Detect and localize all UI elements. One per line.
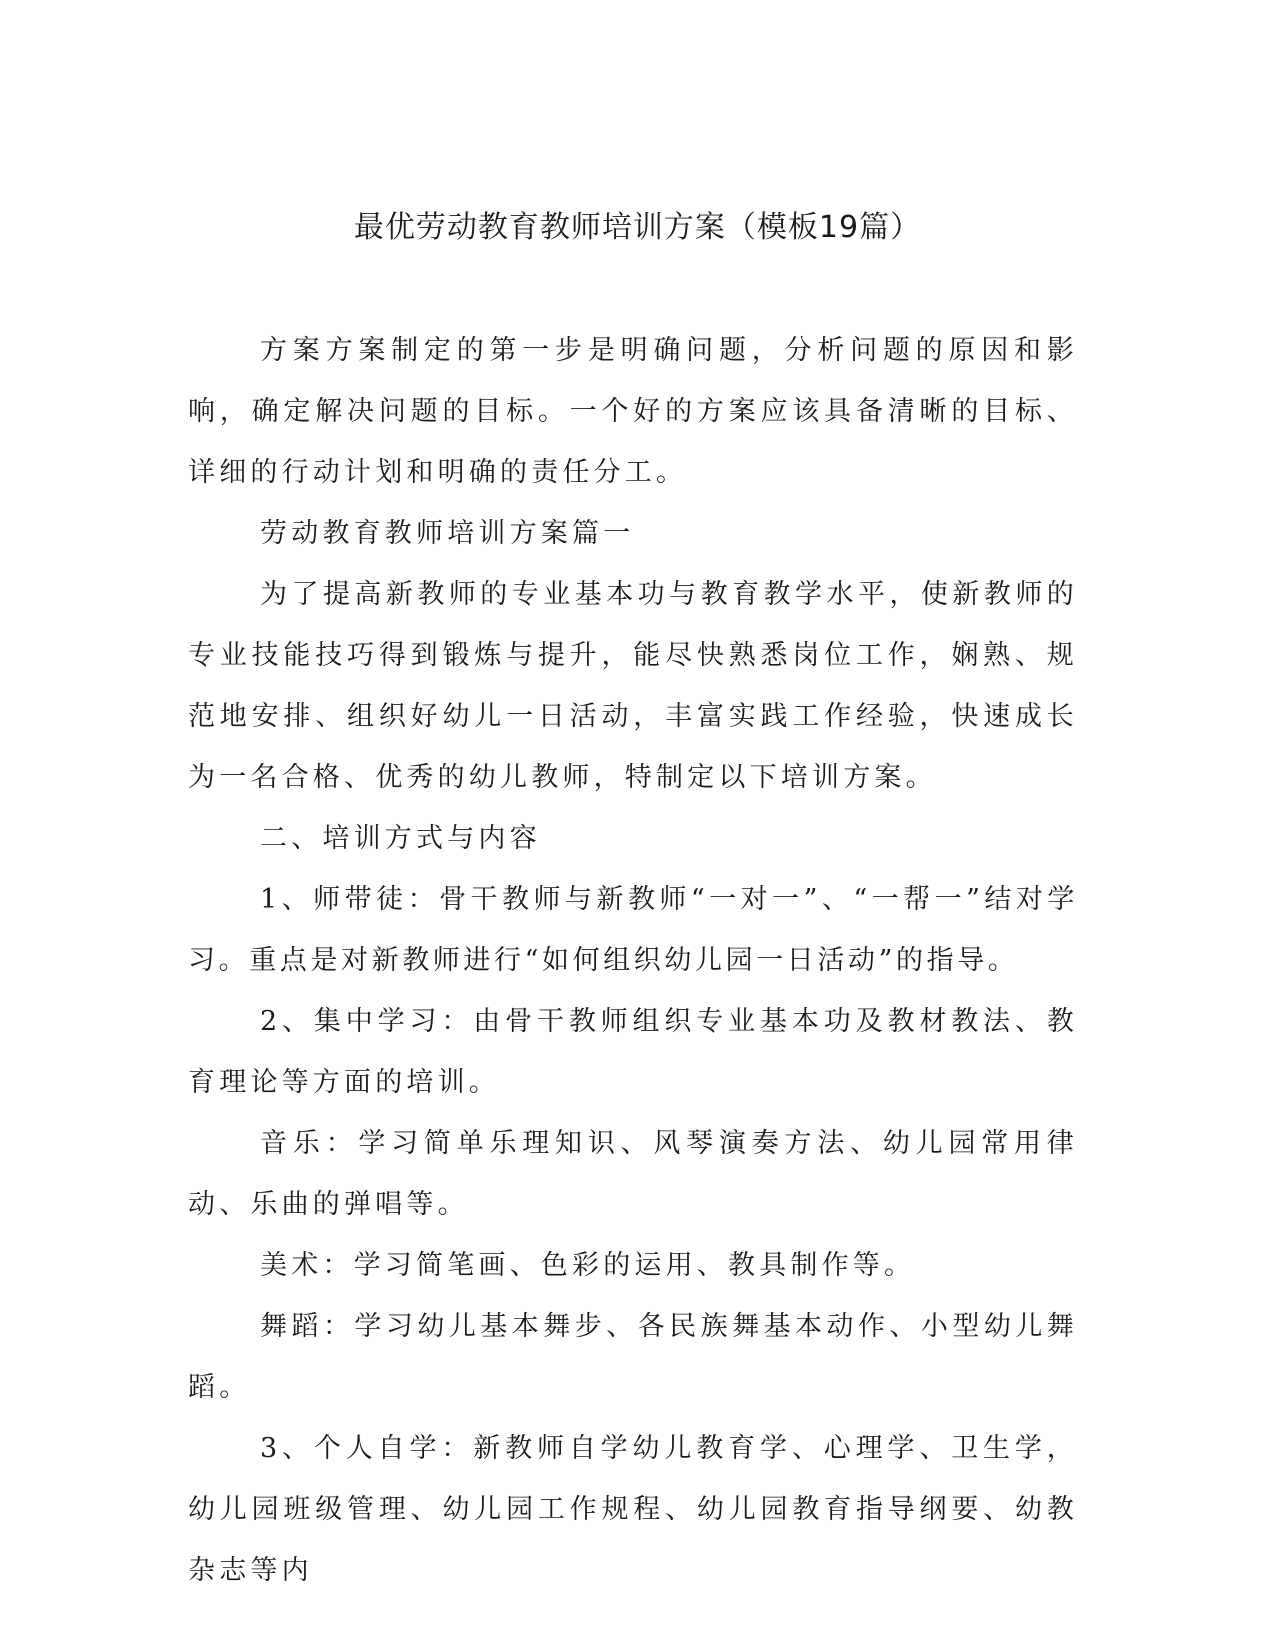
- mentoring-paragraph: 1、师带徒：骨干教师与新教师“一对一”、“一帮一”结对学习。重点是对新教师进行“如何组织幼儿园一日活动”的指导。: [188, 884, 1078, 976]
- art-paragraph: 美术：学习简笔画、色彩的运用、教具制作等。: [260, 1250, 916, 1281]
- document-title: 最优劳动教育教师培训方案（模板19篇）: [353, 210, 922, 245]
- dance-paragraph: 舞蹈：学习幼儿基本舞步、各民族舞基本动作、小型幼儿舞蹈。: [188, 1311, 1078, 1403]
- intro-paragraph: 方案方案制定的第一步是明确问题，分析问题的原因和影响，确定解决问题的目标。一个好的方案应该具备清晰的目标、详细的行动计划和明确的责任分工。: [188, 335, 1078, 488]
- self-study-paragraph: 3、个人自学：新教师自学幼儿教育学、心理学、卫生学，幼儿园班级管理、幼儿园工作规程、幼儿园教育指导纲要、幼教杂志等内: [188, 1433, 1078, 1586]
- music-paragraph: 音乐：学习简单乐理知识、风琴演奏方法、幼儿园常用律动、乐曲的弹唱等。: [188, 1128, 1078, 1220]
- section-heading-part-one: 劳动教育教师培训方案篇一: [260, 518, 635, 549]
- purpose-paragraph: 为了提高新教师的专业基本功与教育教学水平，使新教师的专业技能技巧得到锻炼与提升，能尽快熟悉岗位工作，娴熟、规范地安排、组织好幼儿一日活动，丰富实践工作经验，快速成长为一名合格、优秀的幼儿教师，特制定以下培训方案。: [188, 579, 1078, 793]
- document-body: [188, 320, 1078, 1601]
- centralized-study-paragraph: 2、集中学习：由骨干教师组织专业基本功及教材教法、教育理论等方面的培训。: [188, 1006, 1078, 1098]
- section-heading-training-methods: 二、培训方式与内容: [260, 823, 541, 854]
